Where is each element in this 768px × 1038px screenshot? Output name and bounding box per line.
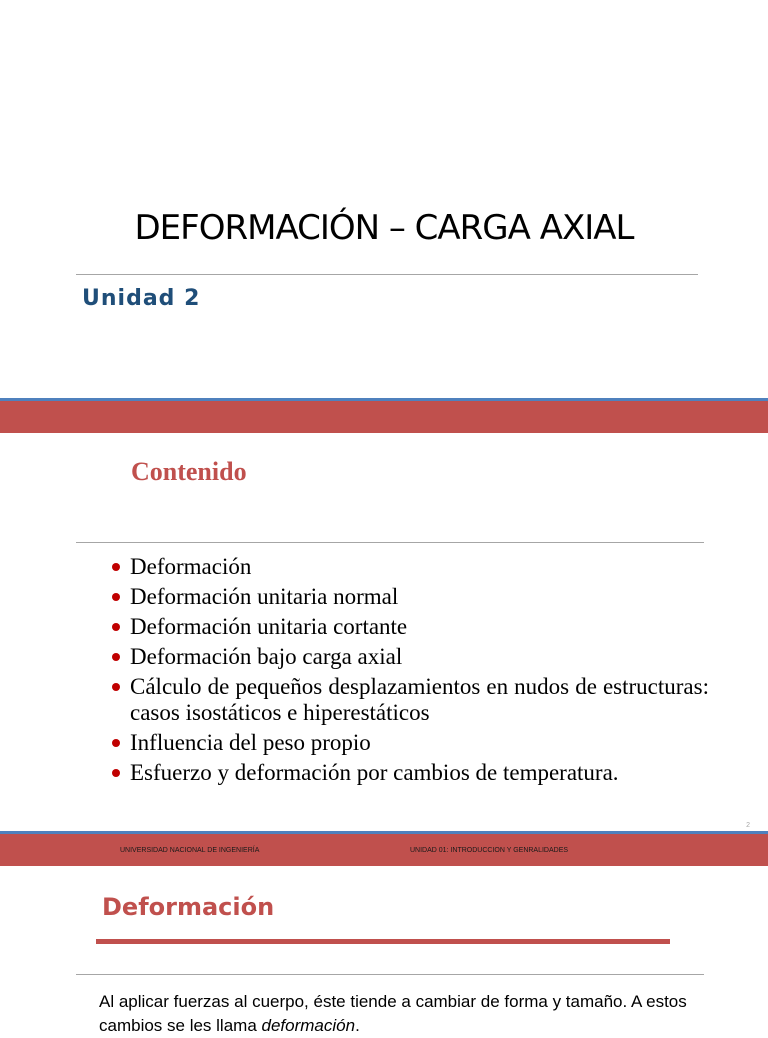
page-number: 2 <box>746 822 750 829</box>
band-accent-line <box>0 398 768 401</box>
list-item <box>108 584 709 610</box>
deformacion-divider <box>76 974 704 975</box>
list-item <box>108 644 709 670</box>
slide-contents <box>0 433 768 831</box>
title-divider <box>76 274 698 275</box>
list-item-text: Deformación bajo carga axial <box>130 644 403 669</box>
bullet-dot-icon <box>112 623 120 631</box>
body-paragraph <box>99 990 719 1038</box>
list-item <box>108 730 709 756</box>
list-item-text: Esfuerzo y deformación por cambios de temperatura. <box>130 760 619 785</box>
body-text-end: . <box>355 1016 360 1035</box>
contents-list <box>108 554 709 790</box>
heading-underline-bar <box>96 939 670 944</box>
footer-unit: UNIDAD 01: INTRODUCCION Y GENRALIDADES <box>410 847 569 854</box>
slide-title-heading: DEFORMACIÓN – CARGA AXIAL <box>134 208 634 248</box>
list-item-text: Influencia del peso propio <box>130 730 371 755</box>
slide-deformacion <box>0 866 768 1035</box>
bullet-dot-icon <box>112 593 120 601</box>
list-item <box>108 614 709 640</box>
list-item <box>108 554 709 580</box>
body-emphasis: deformación <box>261 1016 356 1035</box>
contents-heading: Contenido <box>131 457 247 486</box>
footer-university: UNIVERSIDAD NACIONAL DE INGENIERÍA <box>120 847 260 854</box>
band-accent-line <box>0 831 768 834</box>
list-item <box>108 760 709 786</box>
slide-footer-band <box>0 831 768 866</box>
slide-subtitle: Unidad 2 <box>82 286 201 311</box>
bullet-dot-icon <box>112 769 120 777</box>
bullet-dot-icon <box>112 739 120 747</box>
contents-divider <box>76 542 704 543</box>
list-item-text: Deformación unitaria cortante <box>130 614 408 639</box>
list-item <box>108 674 709 726</box>
slide-title <box>0 0 768 398</box>
deformacion-heading: Deformación <box>102 893 275 921</box>
bullet-dot-icon <box>112 563 120 571</box>
bullet-dot-icon <box>112 653 120 661</box>
body-text: Al aplicar fuerzas al cuerpo, éste tiende a cambiar de forma y tamaño. A estos cambios se les llama <box>99 992 687 1035</box>
list-item-text: Cálculo de pequeños desplazamientos en nudos de estructuras: casos isostáticos e hiperestáticos <box>130 674 709 725</box>
list-item-text: Deformación <box>130 554 252 579</box>
slide-separator-band <box>0 398 768 433</box>
bullet-dot-icon <box>112 683 120 691</box>
list-item-text: Deformación unitaria normal <box>130 584 399 609</box>
